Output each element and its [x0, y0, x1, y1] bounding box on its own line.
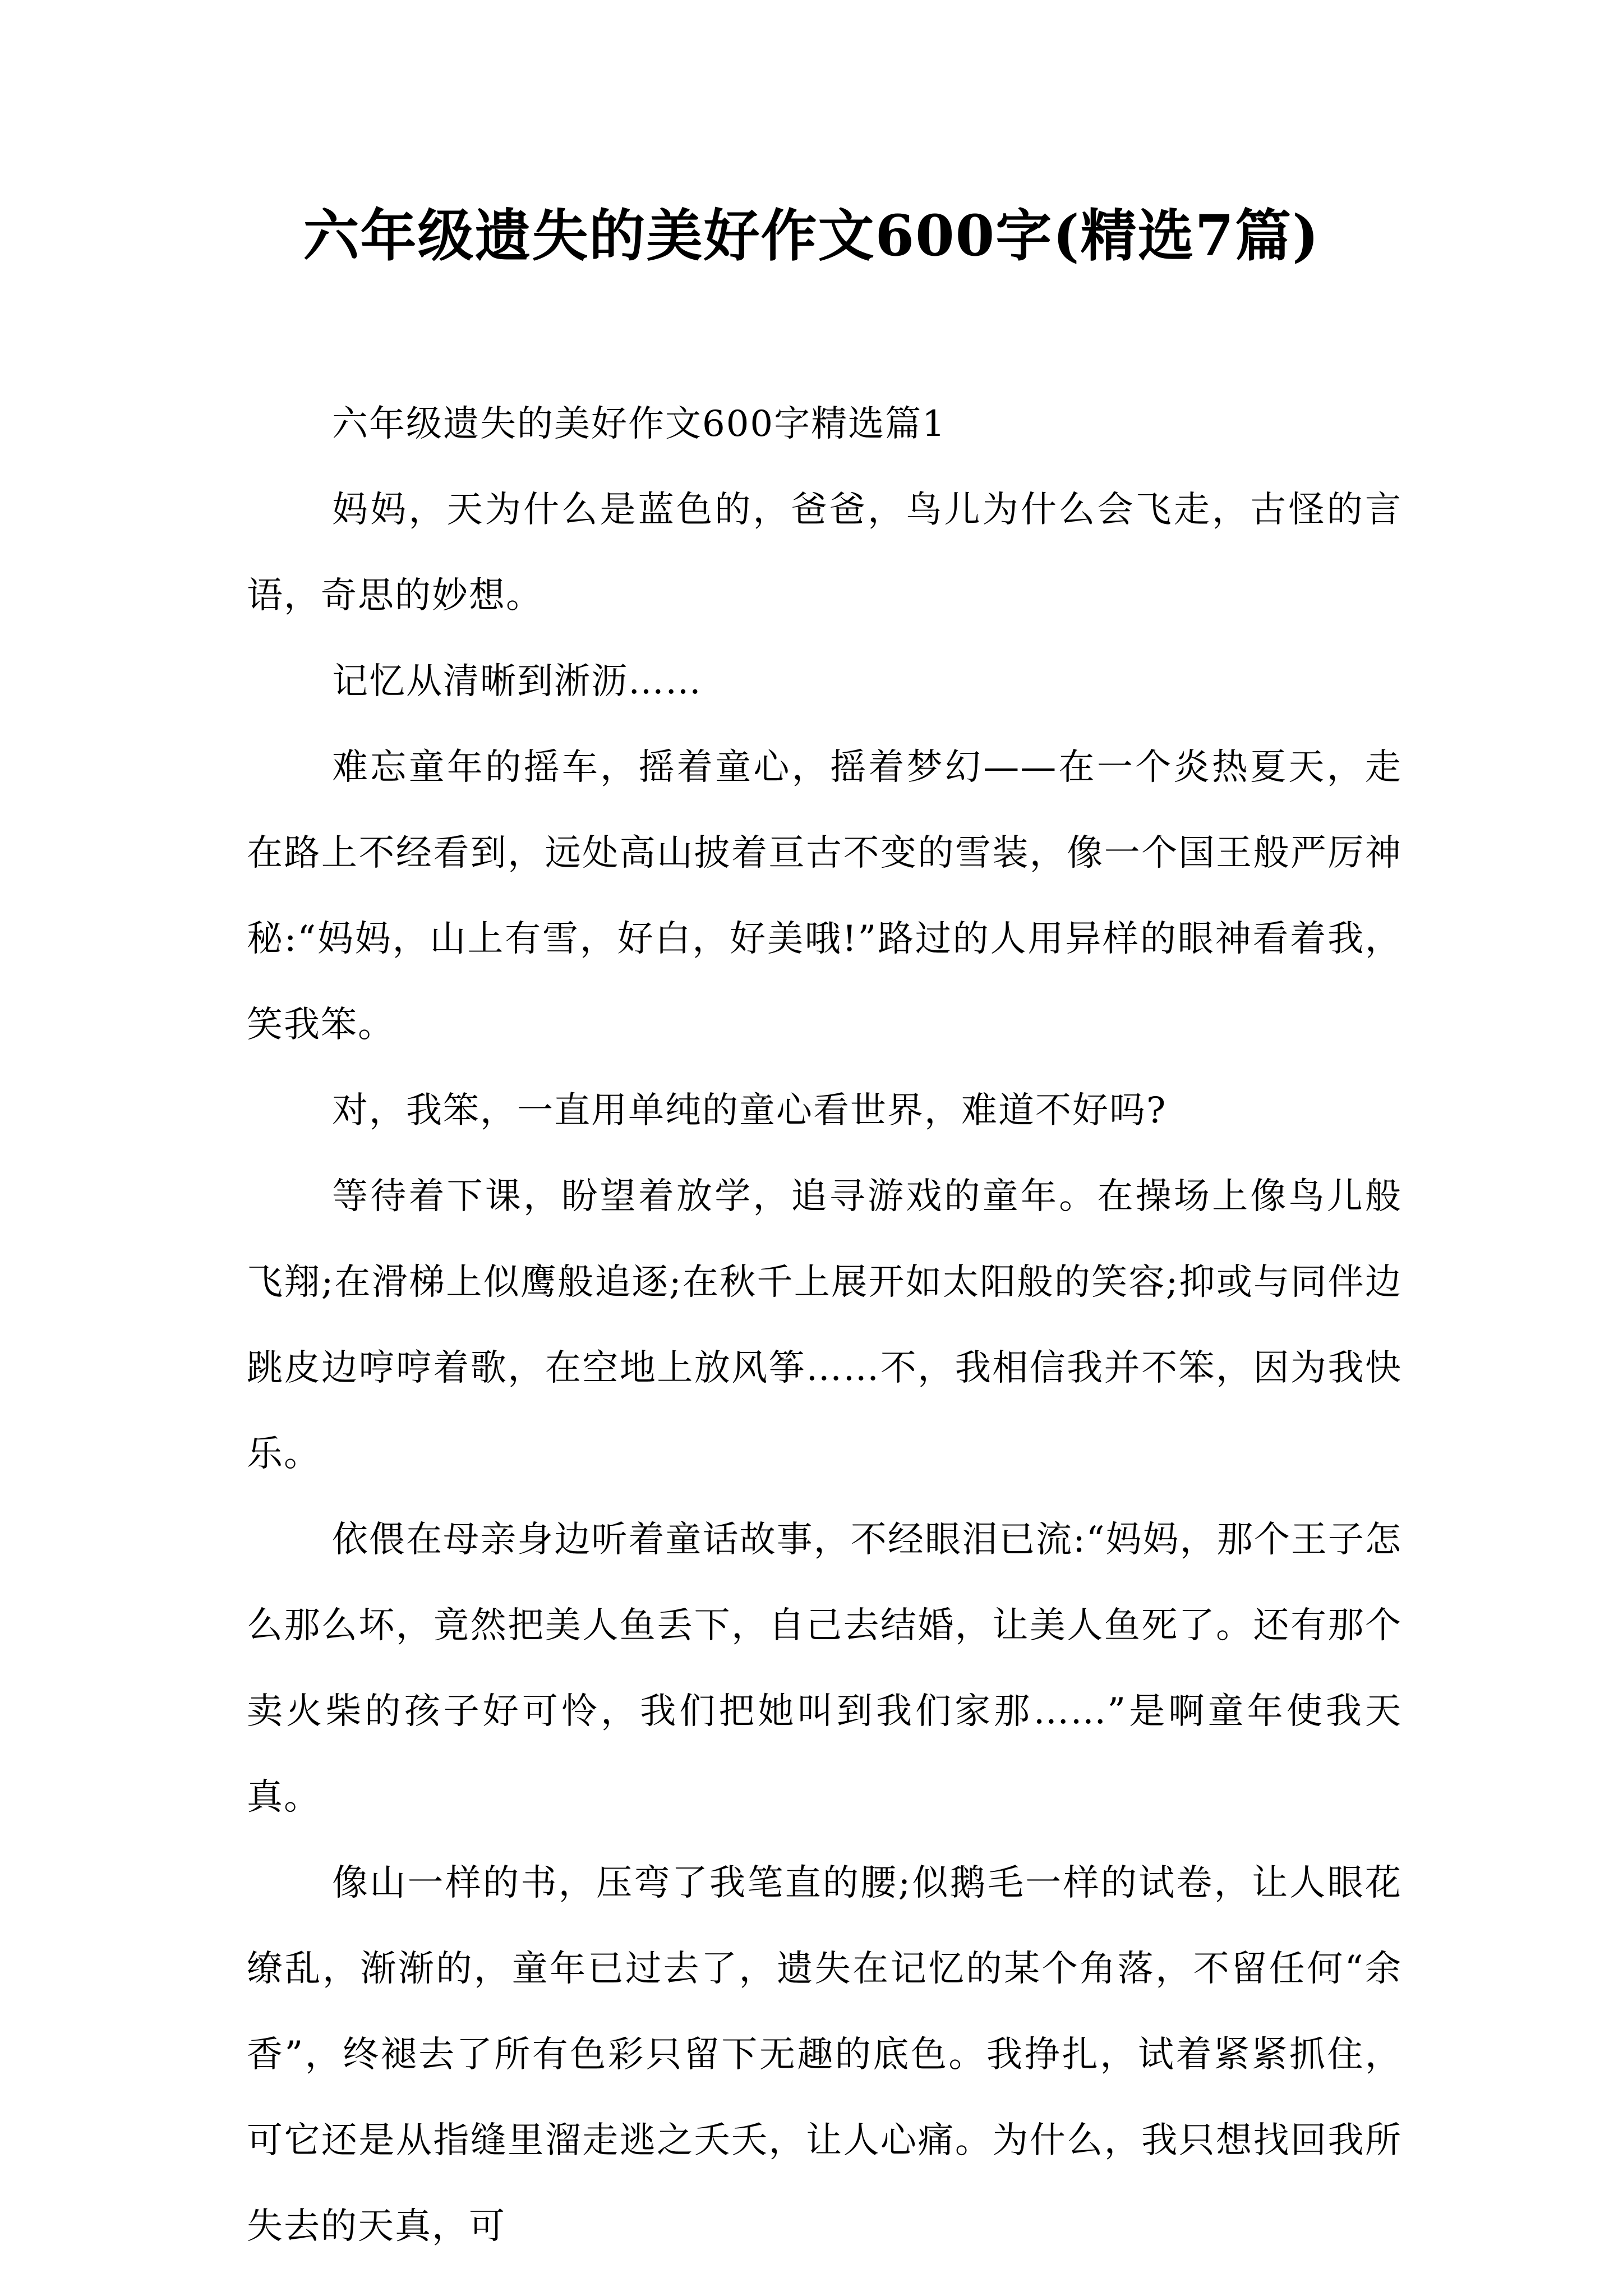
- paragraph: 像山一样的书，压弯了我笔直的腰;似鹅毛一样的试卷，让人眼花缭乱，渐渐的，童年已过去了，遗失在记忆的某个角落，不留任何“余香”，终褪去了所有色彩只留下无趣的底色。我挣扎，试着紧紧抓住，可它还是从指缝里溜走逃之夭夭，让人心痛。为什么，我只想找回我所失去的天真，可: [247, 1862, 1402, 2247]
- paragraph: 等待着下课，盼望着放学，追寻游戏的童年。在操场上像鸟儿般飞翔;在滑梯上似鹰般追逐;在秋千上展开如太阳般的笑容;抑或与同伴边跳皮边哼哼着歌，在空地上放风筝……不，我相信我并不笨，因为我快乐。: [247, 1176, 1402, 1475]
- paragraph: 难忘童年的摇车，摇着童心，摇着梦幻——在一个炎热夏天，走在路上不经看到，远处高山披着亘古不变的雪装，像一个国王般严厉神秘:“妈妈，山上有雪，好白，好美哦!”路过的人用异样的眼神看着我，笑我笨。: [247, 747, 1402, 1046]
- paragraph-section-heading: 六年级遗失的美好作文600字精选篇1: [332, 403, 946, 445]
- paragraph: 记忆从清晰到淅沥……: [332, 661, 702, 702]
- paragraph: 妈妈，天为什么是蓝色的，爸爸，鸟儿为什么会飞走，古怪的言语，奇思的妙想。: [247, 489, 1402, 616]
- document-body: [247, 381, 1402, 2270]
- paragraph: 依偎在母亲身边听着童话故事，不经眼泪已流:“妈妈，那个王子怎么那么坏，竟然把美人鱼丢下，自己去结婚，让美人鱼死了。还有那个卖火柴的孩子好可怜，我们把她叫到我们家那……”是啊童年使我天真。: [247, 1519, 1402, 1818]
- document-title: 六年级遗失的美好作文600字(精选7篇): [303, 203, 1320, 269]
- paragraph: 对，我笨，一直用单纯的童心看世界，难道不好吗?: [332, 1090, 1167, 1131]
